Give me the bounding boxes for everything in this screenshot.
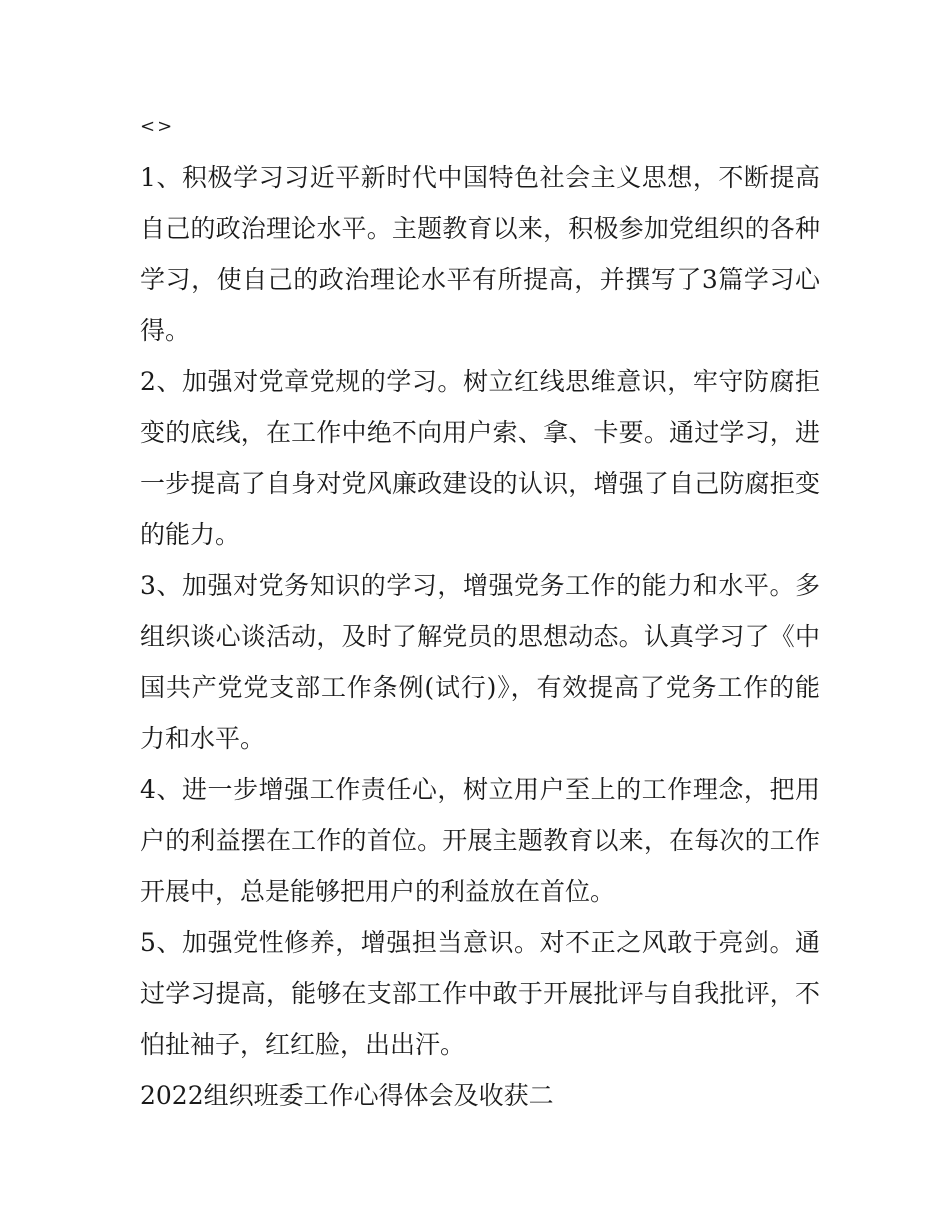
document-body	[140, 110, 820, 1121]
paragraph-1: 1、积极学习习近平新时代中国特色社会主义思想，不断提高自己的政治理论水平。主题教育以来，积极参加党组织的各种学习，使自己的政治理论水平有所提高，并撰写了3篇学习心得。	[140, 163, 820, 345]
section-marker: <>	[140, 116, 175, 137]
paragraph-2: 2、加强对党章党规的学习。树立红线思维意识，牢守防腐拒变的底线，在工作中绝不向用户索、拿、卡要。通过学习，进一步提高了自身对党风廉政建设的认识，增强了自己防腐拒变的能力。	[140, 367, 820, 549]
section-heading: 2022组织班委工作心得体会及收获二	[140, 1081, 554, 1110]
paragraph-5: 5、加强党性修养，增强担当意识。对不正之风敢于亮剑。通过学习提高，能够在支部工作中敢于开展批评与自我批评，不怕扯袖子，红红脸，出出汗。	[140, 928, 820, 1059]
paragraph-3: 3、加强对党务知识的学习，增强党务工作的能力和水平。多组织谈心谈活动，及时了解党员的思想动态。认真学习了《中国共产党党支部工作条例(试行)》，有效提高了党务工作的能力和水平。	[140, 571, 820, 753]
paragraph-4: 4、进一步增强工作责任心，树立用户至上的工作理念，把用户的利益摆在工作的首位。开展主题教育以来，在每次的工作开展中，总是能够把用户的利益放在首位。	[140, 775, 820, 906]
